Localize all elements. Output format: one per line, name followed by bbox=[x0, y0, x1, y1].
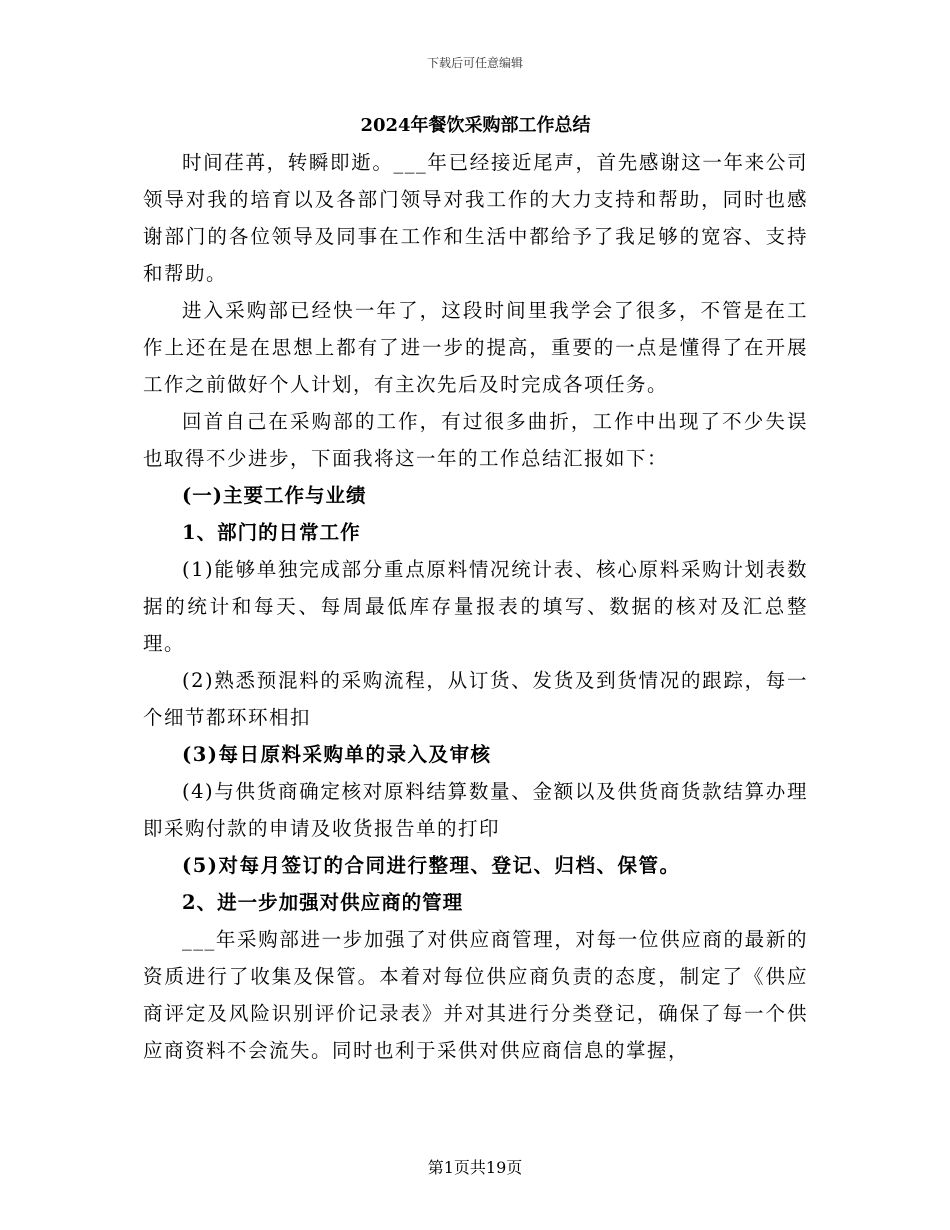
paragraph-intro: 时间荏苒，转瞬即逝。___年已经接近尾声，首先感谢这一年来公司领导对我的培育以及各部门领导对我工作的大力支持和帮助，同时也感谢部门的各位领导及同事在工作和生活中都给予了我足够的宽容、支持和帮助。 bbox=[143, 151, 808, 285]
paragraph-supplier-management: ___年采购部进一步加强了对供应商管理，对每一位供应商的最新的资质进行了收集及保管。本着对每位供应商负责的态度，制定了《供应商评定及风险识别评价记录表》并对其进行分类登记，确保了每一个供应商资料不会流失。同时也利于采供对供应商信息的掌握， bbox=[143, 928, 808, 1062]
subsection-heading-supplier-management: 2、进一步加强对供应商的管理 bbox=[182, 891, 464, 914]
document-body bbox=[143, 112, 808, 1069]
list-item: (4)与供货商确定核对原料结算数量、金额以及供货商货款结算办理即采购付款的申请及收货报告单的打印 bbox=[143, 780, 808, 840]
document-title: 2024年餐饮采购部工作总结 bbox=[360, 115, 591, 136]
subsection-heading-daily-work: 1、部门的日常工作 bbox=[182, 521, 361, 544]
section-heading-main-work: (一)主要工作与业绩 bbox=[182, 484, 367, 507]
page-number: 第1页共19页 bbox=[427, 1158, 523, 1177]
header-note: 下载后可任意编辑 bbox=[426, 56, 523, 70]
paragraph-progress: 进入采购部已经快一年了，这段时间里我学会了很多，不管是在工作上还在是在思想上都有了进一步的提高，重要的一点是懂得了在开展工作之前做好个人计划，有主次先后及时完成各项任务。 bbox=[143, 299, 808, 396]
list-item: (5)对每月签订的合同进行整理、登记、归档、保管。 bbox=[182, 854, 681, 877]
paragraph-review: 回首自己在采购部的工作，有过很多曲折，工作中出现了不少失误也取得不少进步，下面我将这一年的工作总结汇报如下： bbox=[143, 410, 808, 470]
list-item: (2)熟悉预混料的采购流程，从订货、发货及到货情况的跟踪，每一个细节都环环相扣 bbox=[143, 669, 808, 729]
list-item: (3)每日原料采购单的录入及审核 bbox=[182, 743, 492, 766]
list-item: (1)能够单独完成部分重点原料情况统计表、核心原料采购计划表数据的统计和每天、每周最低库存量报表的填写、数据的核对及汇总整理。 bbox=[143, 558, 808, 655]
